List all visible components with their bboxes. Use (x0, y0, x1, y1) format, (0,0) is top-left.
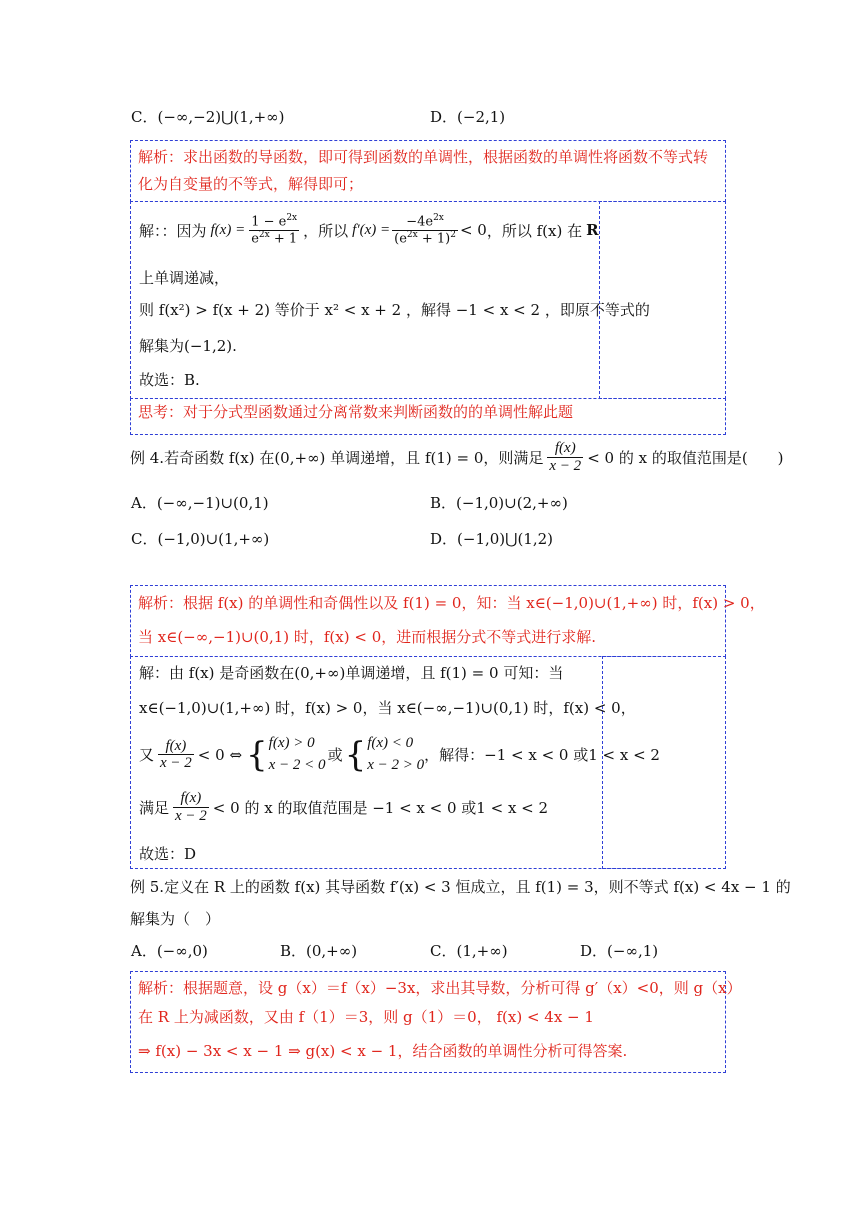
solution-text: 满足 (139, 798, 170, 817)
question-text: 例 4.若奇函数 f(x) 在(0,+∞) 单调递增，且 f(1) = 0，则满足 (130, 448, 544, 467)
solution-line-4 (139, 790, 548, 824)
solution-line-1 (139, 214, 599, 246)
analysis-line: 当 x∈(−∞,−1)∪(0,1) 时，f(x) < 0，进而根据分式不等式进行求解. (138, 628, 597, 646)
solution-text: 又 (139, 746, 155, 765)
solution-text: ，解得：−1 < x < 0 或1 < x < 2 (424, 746, 660, 765)
solution-line-1: 解：由 f(x) 是奇函数在(0,+∞)单调递增，且 f(1) = 0 可知：当 (139, 664, 564, 682)
solution-text: < 0 的 x 的取值范围是 −1 < x < 0 或1 < x < 2 (212, 798, 549, 817)
question-text: < 0 的 x 的取值范围是( ) (587, 448, 784, 467)
solution-text: 解：：因为 (139, 221, 207, 240)
brace-icon: { (344, 734, 367, 775)
example4-question (130, 440, 784, 474)
solution-line-3 (139, 733, 660, 777)
question-fraction: $\frac{f(x)}{x - 2}$ (549, 440, 582, 474)
solution-fraction: $\frac{f(x)}{x - 2}$ (175, 790, 207, 824)
analysis-line: 解析：根据题意，设 g（x）＝f（x）−3x，求出其导数，分析可得 g′（x）<0，则 g（x） (138, 979, 742, 997)
math-fprime: f′(x) = (352, 221, 391, 238)
option-c: C．(1,+∞) (430, 942, 508, 960)
option-a: A．(−∞,−1)∪(0,1) (131, 494, 269, 512)
option-d: D．(−1,0)⋃(1,2) (430, 530, 554, 548)
solution-text: < 0 ⇔ (197, 745, 243, 764)
analysis-line: 在 R 上为减函数，又由 f（1）＝3，则 g（1）＝0， f(x) < 4x − 1 (138, 1008, 594, 1026)
analysis-line: 解析：根据 f(x) 的单调性和奇偶性以及 f(1) = 0，知：当 x∈(−1,0)∪(1,+∞) 时，f(x) > 0， (138, 594, 765, 612)
system-2: f(x) < 0 x − 2 > 0 (367, 735, 425, 773)
solution-line-5: 故选：B. (139, 371, 200, 389)
system-1: f(x) > 0 x − 2 < 0 (268, 735, 326, 773)
solution-text: ，所以 (303, 221, 349, 240)
fraction-1: $\frac{1 - e^{2x}}{e^{2x} + 1}$ (251, 213, 298, 246)
option-c: C．(−1,0)∪(1,+∞) (131, 530, 270, 548)
option-c: C．(−∞,−2)⋃(1,+∞) (131, 108, 285, 126)
brace-icon: { (246, 734, 268, 775)
solution-text: 或 (327, 746, 343, 765)
math-lt0: < 0 (459, 221, 487, 240)
solution-line-5: 故选：D (139, 845, 197, 863)
solution-line-2: x∈(−1,0)∪(1,+∞) 时，f(x) > 0，当 x∈(−∞,−1)∪(0,1) 时，f(x) < 0， (139, 699, 636, 717)
analysis-line: 化为自变量的不等式，解得即可； (138, 175, 364, 193)
solution-text: ，所以 f(x) 在 (486, 221, 583, 240)
analysis-line: ⇒ f(x) − 3x < x − 1 ⇒ g(x) < x − 1，结合函数的单调性分析可得答案. (138, 1042, 628, 1060)
option-d: D．(−∞,1) (580, 942, 659, 960)
option-d: D．(−2,1) (430, 108, 506, 126)
fraction-2: $\frac{-4e^{2x}}{(e^{2x} + 1)^2}$ (394, 213, 456, 246)
solution-line-3: 则 f(x²) > f(x + 2) 等价于 x² < x + 2 ，解得 −1 < x < 2 ，即原不等式的 (139, 301, 650, 319)
solution-fraction: $\frac{f(x)}{x - 2}$ (160, 737, 192, 772)
math-fx: f(x) = (210, 221, 246, 238)
option-a: A．(−∞,0) (131, 942, 208, 960)
option-b: B．(0,+∞) (280, 942, 358, 960)
reflection-text: 思考：对于分式型函数通过分离常数来判断函数的的单调性解此题 (138, 403, 574, 421)
example5-question-line-1: 例 5.定义在 R 上的函数 f(x) 其导函数 f′(x) < 3 恒成立，且 f(1) = 3，则不等式 f(x) < 4x − 1 的 (130, 878, 791, 896)
option-b: B．(−1,0)∪(2,+∞) (430, 494, 568, 512)
example5-question-line-2: 解集为（ ） (130, 910, 221, 928)
solution-line-4: 解集为(−1,2). (139, 337, 237, 355)
solution-line-2: 上单调递减， (139, 269, 230, 287)
analysis-line: 解析：求出函数的导函数，即可得到函数的单调性，根据函数的单调性将函数不等式转 (138, 148, 709, 166)
set-R: R (586, 221, 599, 240)
